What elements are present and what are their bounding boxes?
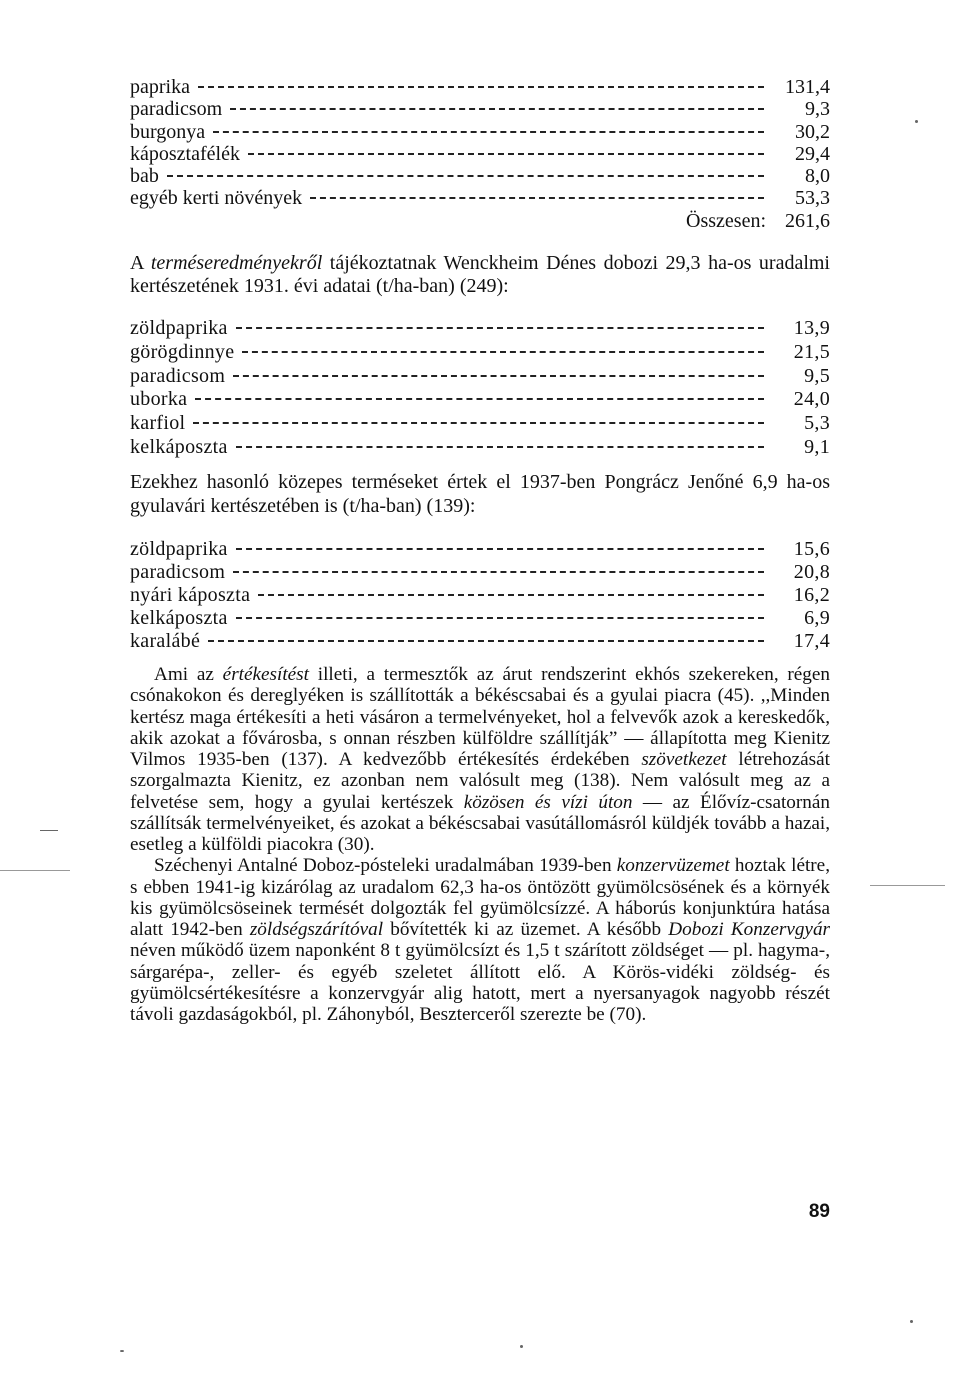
table-row [130,630,830,653]
text-run: néven működő üzem naponként 8 t gyümölcsízt és 1,5 t szárított zöldséget — pl. hagyma-, sárgarépa-, zeller- és egyéb szeletet állított elő. A Körös-vidéki zöldség- és gyümölcsértékesítésre a konzervgyár alig hatott, mert a nyersanyagok nagyobb részét távoli gazdaságokból, pl. Záhonyból, Beszterceről szerezte be (70). [130,940,830,1025]
dash-leader [233,571,764,573]
italic-term: szövetkezet [641,749,727,770]
table-row [130,538,830,561]
table-row [130,365,830,389]
dash-leader [236,327,764,329]
text-run: Széchenyi Antalné Doboz-pósteleki uradalmában 1939-ben [154,855,617,877]
page-number: 89 [808,1201,830,1222]
italic-term: Dobozi Konzervgyár [668,919,831,940]
italic-term: közösen és vízi úton [463,791,633,813]
scan-speck [910,1320,913,1323]
text-run: A [130,252,151,274]
dash-leader [213,131,764,133]
dash-leader [236,446,764,448]
row-label: egyéb kerti növények [130,187,303,210]
table-row [130,584,830,607]
dash-leader [310,197,764,199]
scan-speck [120,1350,124,1352]
scan-speck [0,870,70,871]
row-label: kelkáposzta [130,607,228,629]
italic-term: terméseredményekről [150,252,323,274]
row-value: 16,2 [793,584,830,606]
scan-speck [870,885,945,886]
paragraph-text: Ezekhez hasonló közepes terméseket értek el 1937-ben Pongrácz Jenőné 6,9 ha-os gyulavári kertészetében is (t/ha-ban) (139): [130,471,830,517]
row-label: paradicsom [130,98,223,121]
total-row [130,210,830,232]
table-row [130,561,830,584]
table-row [130,317,830,341]
row-value: 15,6 [793,538,830,560]
row-value: 17,4 [793,630,830,652]
total-label: Összesen: [686,209,766,232]
paragraph-text [130,855,830,1025]
text-run: Ami az [154,664,223,685]
row-label: karfiol [130,412,186,435]
row-label: paprika [130,76,190,98]
table-row [130,607,830,630]
crop-table-1 [130,76,830,232]
text-run: illeti, a termesztők az árut rendszerint ekhós szekereken, régen csónakokon és dereglyéken is szállították a békéscsabai és a gyulai piacra (45). ,,Minden kertész maga értékesíti a heti vásáron a termelvényeket, hol a felvevők azok a kereskedők, akik azokat a fővárosba, s onnan részben külföldre szállítják” — állapította meg Kienitz Vilmos 1935-ben (137). A kedvezőbb értékesítés érdekében [130,664,830,770]
crop-table-2 [130,317,830,460]
dash-leader [233,375,764,377]
text-run: — az Élővíz-csatornán szállítsák termelvényeiket, és azokat a békéscsabai vasútállomásról küldjék tovább a hazai, esetleg a külföldi piacokra (30). [130,791,830,855]
row-label: karalábé [130,630,201,652]
row-label: görögdinnye [130,340,235,363]
scan-speck [915,120,918,123]
dash-leader [236,548,764,550]
row-value: 13,9 [793,317,830,339]
paragraph [130,252,830,298]
row-value: 20,8 [793,561,830,583]
table-row [130,412,830,436]
row-label: paradicsom [130,364,226,387]
row-value: 53,3 [795,187,830,210]
dash-leader [236,617,764,619]
row-value: 6,9 [804,607,830,629]
row-label: paradicsom [130,561,226,583]
text-run: bővítették ki az üzemet. A később [383,919,669,940]
text-run: létrehozását szorgalmazta Kienitz, ez azonban nem valósult meg (138). Nem valósult meg az a felvetése sem, hogy a gyulai kertészek [130,749,830,813]
row-label: nyári káposzta [130,584,251,606]
row-label: zöldpaprika [130,317,228,339]
table-row [130,436,830,460]
row-value: 9,5 [804,364,830,387]
total-value: 261,6 [785,209,830,232]
text-run: tájékoztatnak Wenckheim Dénes dobozi 29,3 ha-os uradalmi kertészetének 1931. évi adatai (t/ha-ban) (249): [130,252,830,297]
scan-speck [520,1345,523,1348]
paragraph-text [130,252,830,298]
italic-term: zöldségszárítóval [249,919,384,940]
dash-leader [230,108,764,110]
italic-term: konzervüzemet [616,855,730,877]
row-value: 131,4 [785,76,830,98]
row-label: bab [130,165,159,188]
row-value: 24,0 [793,388,830,411]
dash-leader [208,640,764,642]
dash-leader [195,398,764,400]
table-row [130,98,830,120]
table-row [130,341,830,365]
row-value: 30,2 [795,120,830,143]
row-label: káposztafélék [130,142,240,165]
table-row [130,121,830,143]
table-row [130,165,830,187]
row-value: 29,4 [795,142,830,165]
table-row [130,187,830,209]
table-row [130,76,830,98]
dash-leader [198,86,764,88]
row-label: zöldpaprika [130,538,228,560]
body-text [130,664,830,1025]
row-value: 8,0 [805,165,830,188]
row-value: 21,5 [793,340,830,363]
dash-leader [167,175,764,177]
scan-speck [40,830,58,831]
row-label: kelkáposzta [130,435,228,458]
paragraph-text [130,664,830,855]
italic-term: értékesítést [222,664,309,685]
crop-table-3 [130,538,830,653]
dash-leader [248,153,764,155]
row-value: 5,3 [804,412,830,435]
row-value: 9,3 [805,98,830,121]
row-label: burgonya [130,120,206,143]
table-row [130,388,830,412]
row-value: 9,1 [804,435,830,458]
dash-leader [242,351,764,353]
row-label: uborka [130,388,188,411]
dash-leader [193,422,764,424]
table-row [130,143,830,165]
dash-leader [258,594,764,596]
text-run: hoztak létre, s ebben 1941-ig kizárólag az uradalom 62,3 ha-os öntözött gyümölcsösének és a környék kis gyümölcsöseinek termését dolgozták fel gyümölcsízzé. A háborús konjunktúra hatása alatt 1942-ben [130,855,830,940]
paragraph [130,470,830,518]
